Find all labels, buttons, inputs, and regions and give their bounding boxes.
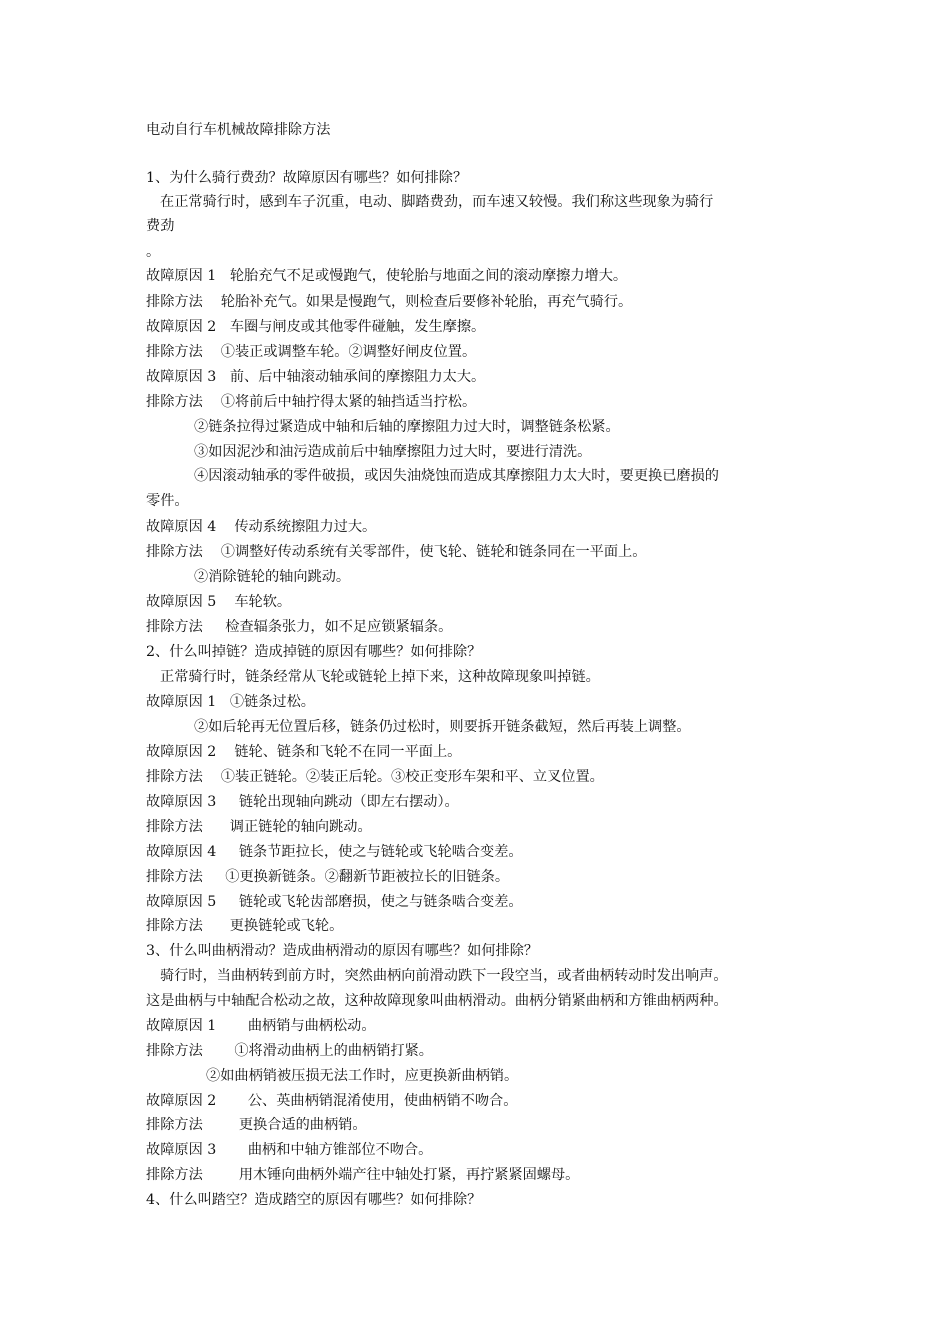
text-line: 排除方法 检查辐条张力，如不足应锁紧辐条。 (146, 619, 453, 635)
text-line: 故障原因 1 曲柄销与曲柄松动。 (146, 1018, 376, 1034)
text-line: 这是曲柄与中轴配合松动之故，这种故障现象叫曲柄滑动。曲柄分销紧曲柄和方锥曲柄两种。 (146, 993, 728, 1009)
text-line: 在正常骑行时，感到车子沉重，电动、脚踏费劲，而车速又较慢。我们称这些现象为骑行 (160, 194, 714, 210)
text-line: 故障原因 4 链条节距拉长，使之与链轮或飞轮啮合变差。 (146, 844, 523, 860)
text-line: 。 (146, 244, 161, 260)
text-line: ③如因泥沙和油污造成前后中轴摩擦阻力过大时，要进行清洗。 (194, 444, 592, 460)
text-line: 排除方法 ①调整好传动系统有关零部件，使飞轮、链轮和链条同在一平面上。 (146, 544, 647, 560)
text-line: 故障原因 5 车轮软。 (146, 594, 292, 610)
text-line: 故障原因 3 前、后中轴滚动轴承间的摩擦阻力太大。 (146, 369, 486, 385)
text-line: ②消除链轮的轴向跳动。 (194, 569, 351, 585)
text-line: ②链条拉得过紧造成中轴和后轴的摩擦阻力过大时，调整链条松紧。 (194, 419, 620, 435)
text-line: 3、什么叫曲柄滑动？造成曲柄滑动的原因有哪些？如何排除？ (146, 943, 539, 959)
text-line: 排除方法 ①装正或调整车轮。②调整好闸皮位置。 (146, 344, 477, 360)
text-line: 排除方法 ①将前后中轴拧得太紧的轴挡适当拧松。 (146, 394, 477, 410)
text-line: 排除方法 更换链轮或飞轮。 (146, 918, 344, 934)
text-line: ②如曲柄销被压损无法工作时，应更换新曲柄销。 (206, 1068, 519, 1084)
text-line: 零件。 (146, 493, 189, 509)
text-line: 故障原因 3 链轮出现轴向跳动（即左右摆动）。 (146, 794, 459, 810)
text-line: 费劲 (146, 218, 175, 234)
text-line: 故障原因 4 传动系统擦阻力过大。 (146, 519, 377, 535)
text-line: 故障原因 2 公、英曲柄销混淆使用，使曲柄销不吻合。 (146, 1093, 518, 1109)
text-line: 1、为什么骑行费劲？故障原因有哪些？如何排除？ (146, 170, 468, 186)
text-line: 排除方法 ①更换新链条。②翻新节距被拉长的旧链条。 (146, 869, 510, 885)
text-line: 排除方法 调正链轮的轴向跳动。 (146, 819, 372, 835)
text-line: 故障原因 1 ①链条过松。 (146, 694, 315, 710)
text-line: ②如后轮再无位置后移，链条仍过松时，则要拆开链条截短，然后再装上调整。 (194, 719, 691, 735)
text-line: 故障原因 3 曲柄和中轴方锥部位不吻合。 (146, 1142, 433, 1158)
text-line: 故障原因 5 链轮或飞轮齿部磨损，使之与链条啮合变差。 (146, 894, 523, 910)
text-line: 故障原因 2 链轮、链条和飞轮不在同一平面上。 (146, 744, 462, 760)
text-line: ④因滚动轴承的零件破损，或因失油烧蚀而造成其摩擦阻力太大时，要更换已磨损的 (194, 468, 719, 484)
document-title: 电动自行车机械故障排除方法 (146, 122, 331, 138)
text-line: 排除方法 ①将滑动曲柄上的曲柄销打紧。 (146, 1043, 433, 1059)
text-line: 4、什么叫踏空？造成踏空的原因有哪些？如何排除？ (146, 1192, 482, 1208)
text-line: 骑行时，当曲柄转到前方时，突然曲柄向前滑动跌下一段空当，或者曲柄转动时发出响声。 (160, 968, 728, 984)
text-line: 正常骑行时，链条经常从飞轮或链轮上掉下来，这种故障现象叫掉链。 (160, 669, 600, 685)
text-line: 故障原因 1 轮胎充气不足或慢跑气，使轮胎与地面之间的滚动摩擦力增大。 (146, 268, 628, 284)
text-line: 故障原因 2 车圈与闸皮或其他零件碰触，发生摩擦。 (146, 319, 486, 335)
text-line: 2、什么叫掉链？造成掉链的原因有哪些？如何排除？ (146, 644, 482, 660)
text-line: 排除方法 用木锤向曲柄外端产往中轴处打紧，再拧紧紧固螺母。 (146, 1167, 580, 1183)
text-line: 排除方法 ①装正链轮。②装正后轮。③校正变形车架和平、立叉位置。 (146, 769, 604, 785)
text-line: 排除方法 轮胎补充气。如果是慢跑气，则检查后要修补轮胎，再充气骑行。 (146, 294, 633, 310)
text-line: 排除方法 更换合适的曲柄销。 (146, 1117, 367, 1133)
